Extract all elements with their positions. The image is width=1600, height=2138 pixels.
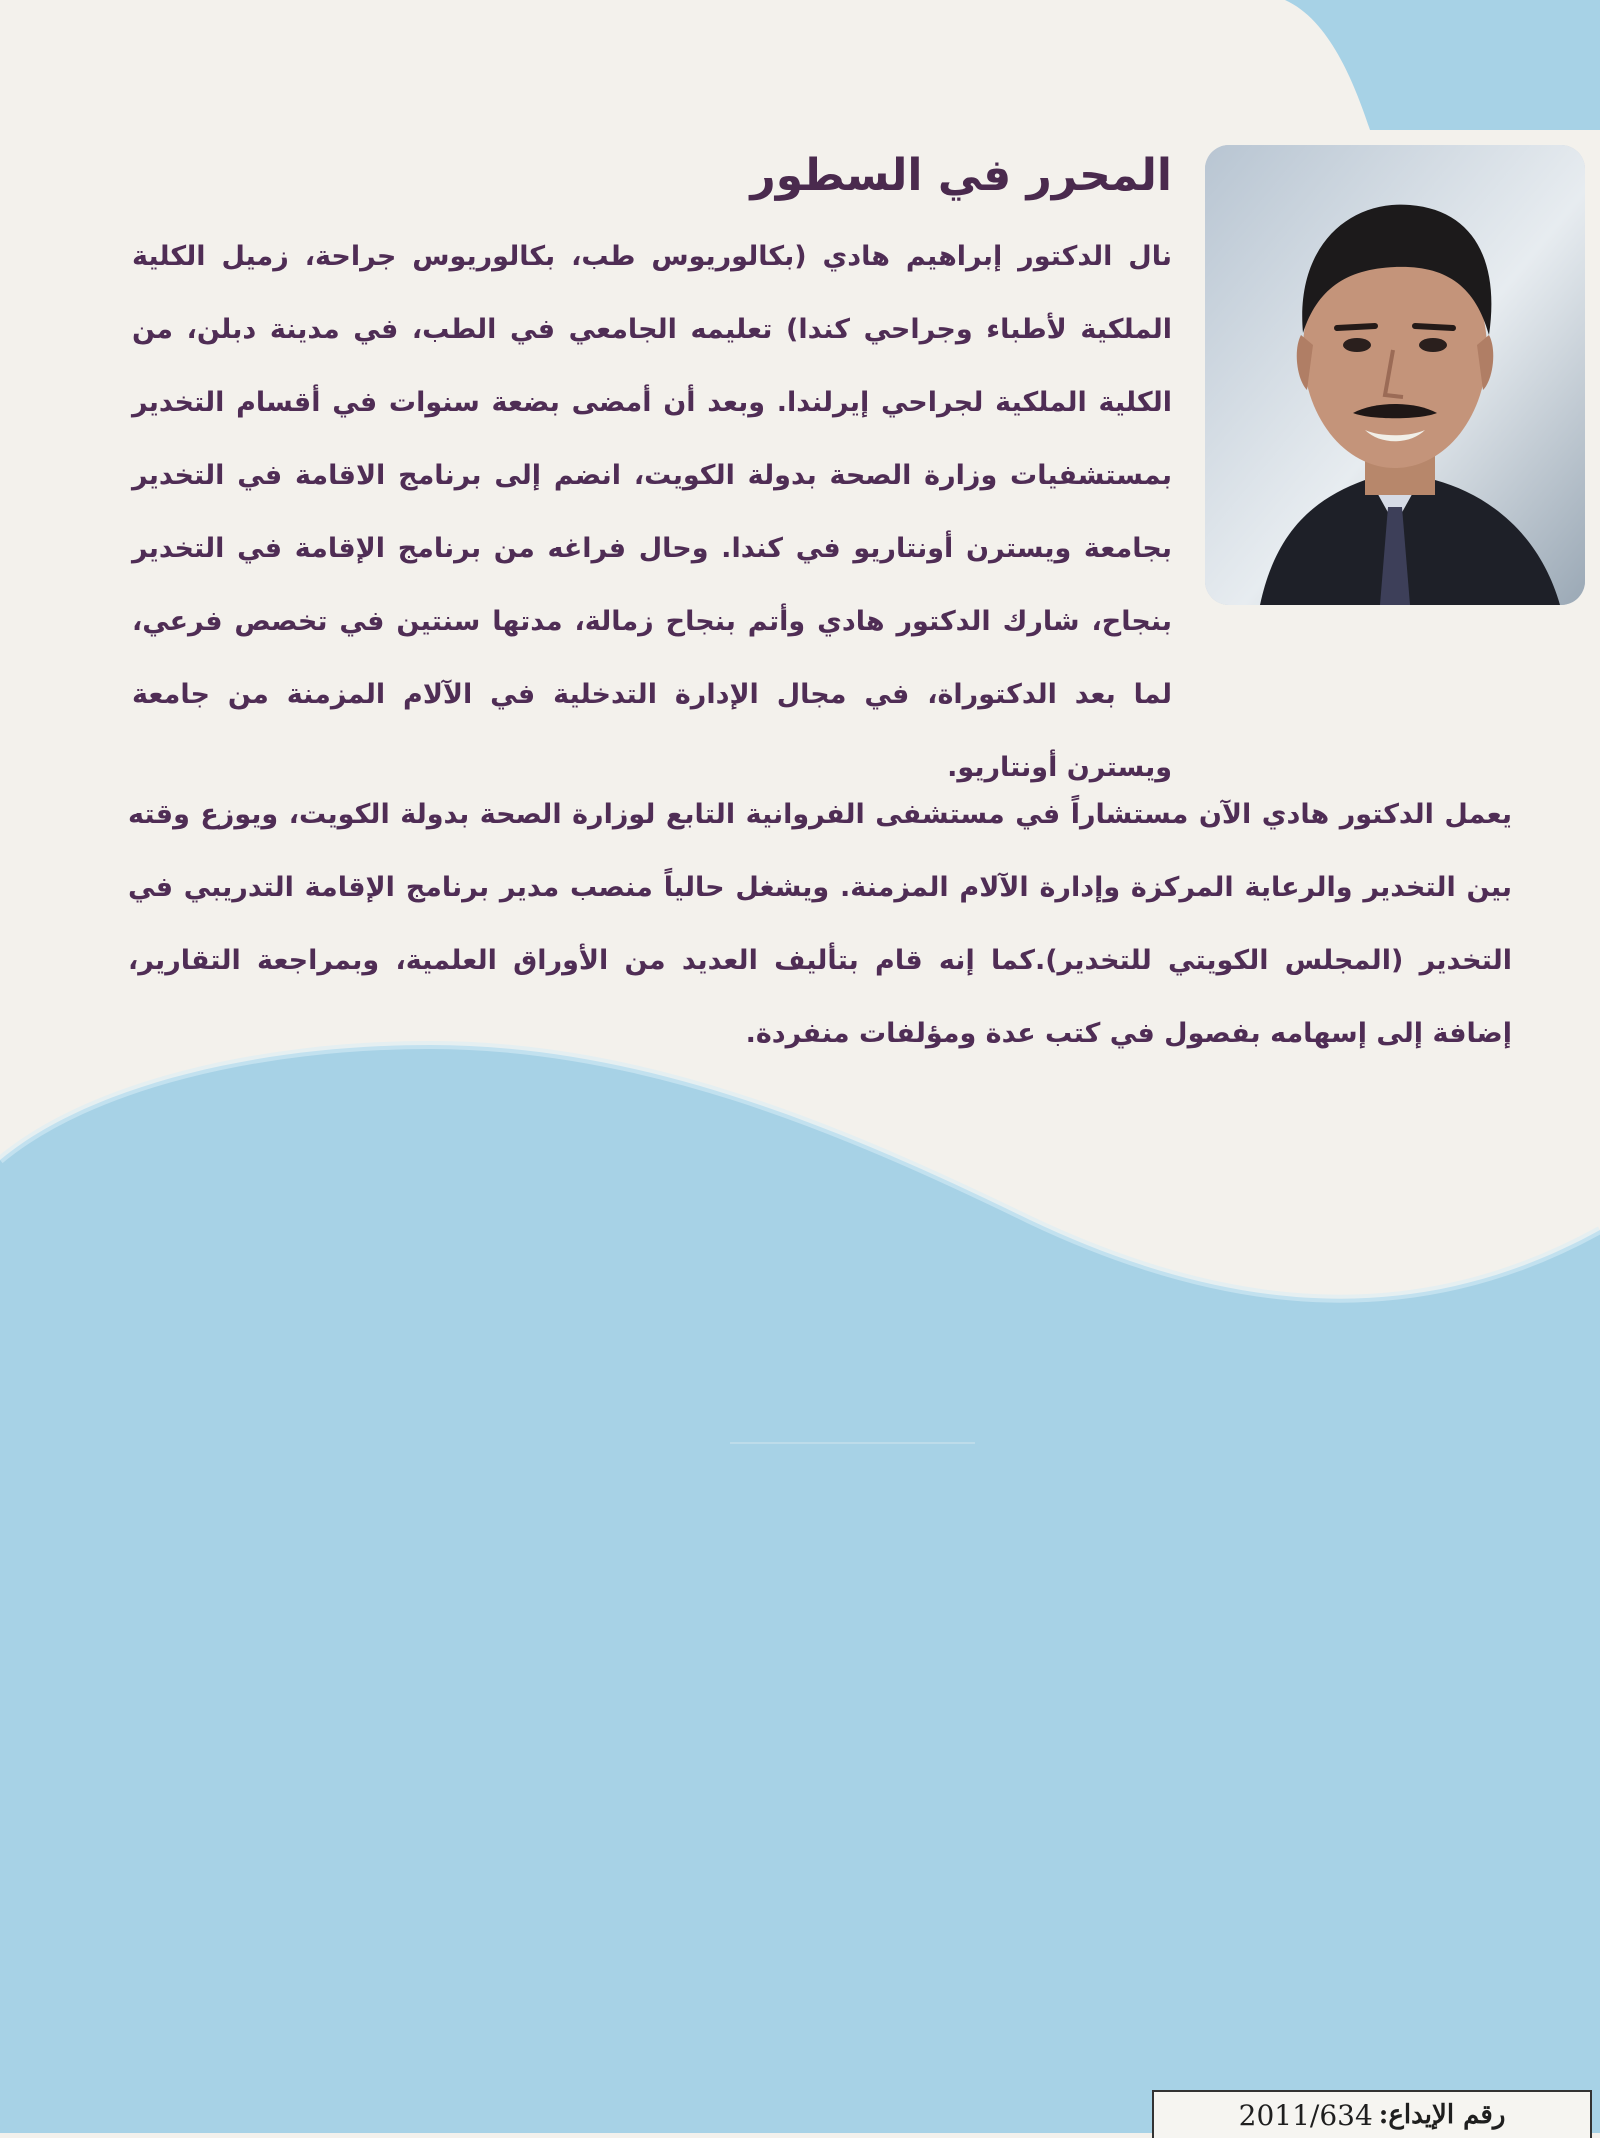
deposit-label: رقم الإيداع: <box>1378 2100 1506 2130</box>
page-title: المحرر في السطور <box>750 150 1172 201</box>
bio-paragraph-1: نال الدكتور إبراهيم هادي (بكالوريوس طب، بكالوريوس جراحة، زميل الكلية الملكية لأطباء وجراحي كندا) تعليمه الجامعي في الطب، في مدينة دبلن، من الكلية الملكية لجراحي إيرلندا. وبعد أن أمضى بضعة سنوات في أقسام التخدير بمستشفيات وزارة الصحة بدولة الكويت، انضم إلى برنامج الاقامة في التخدير بجامعة ويسترن أونتاريو في كندا. وحال فراغه من برنامج الإقامة في التخدير بنجاح، شارك الدكتور هادي وأتم بنجاح زمالة، مدتها سنتين في تخصص فرعي، لما بعد الدكتوراة، في مجال الإدارة التدخلية في الآلام المزمنة من جامعة ويسترن أونتاريو. <box>132 241 1172 783</box>
deposit-number-box <box>1152 2090 1592 2138</box>
bio-paragraph-2: يعمل الدكتور هادي الآن مستشاراً في مستشفى الفروانية التابع لوزارة الصحة بدولة الكويت، ويوزع وقته بين التخدير والرعاية المركزة وإدارة الآلام المزمنة. ويشغل حالياً منصب مدير برنامج الإقامة التدريبي في التخدير (المجلس الكويتي للتخدير).كما إنه قام بتأليف العديد من الأوراق العلمية، وبمراجعة التقارير، إضافة إلى إسهامه بفصول في كتب عدة ومؤلفات منفردة. <box>128 799 1512 1049</box>
author-portrait-icon <box>1205 145 1585 605</box>
author-photo <box>1205 145 1585 605</box>
deposit-number: 2011/634 <box>1238 2098 1373 2132</box>
